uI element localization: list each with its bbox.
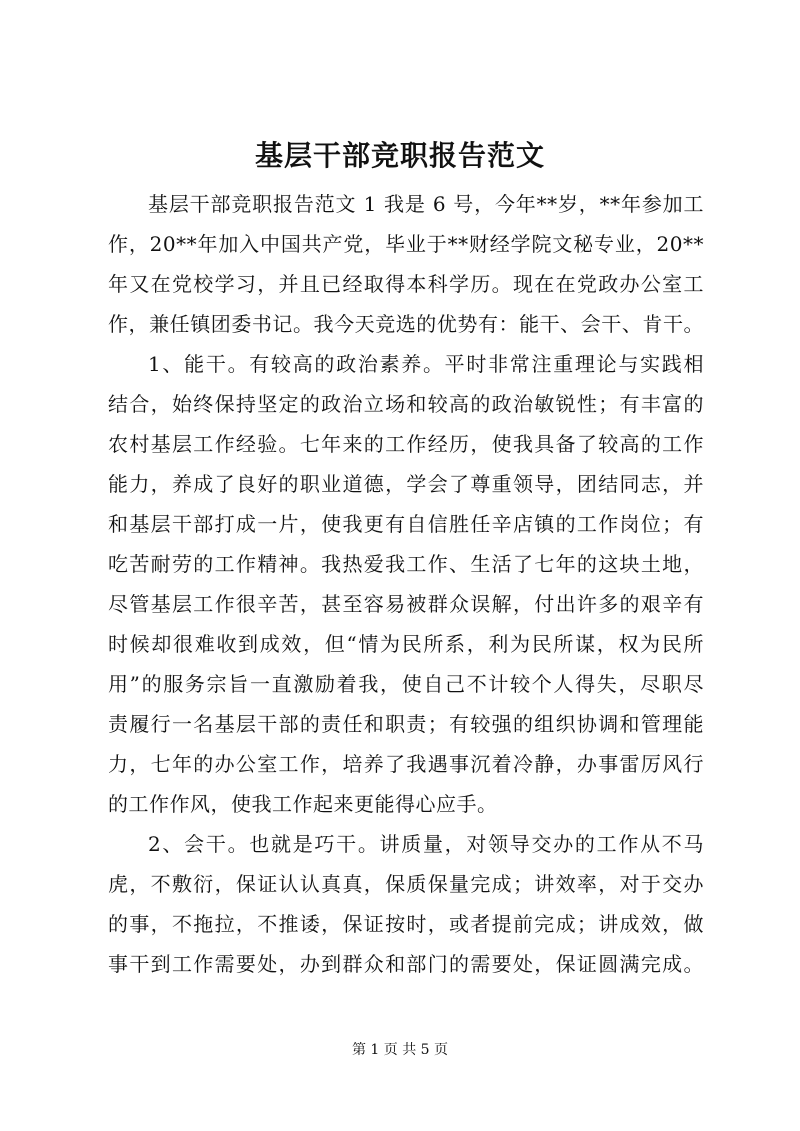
page-footer: 第 1 页 共 5 页 xyxy=(351,1042,449,1058)
paragraph-1-line-3: 年又在党校学习，并且已经取得本科学历。现在在党政办公室工 xyxy=(108,272,704,296)
paragraph-1-line-1: 基层干部竞职报告范文 1 我是 6 号，今年**岁，**年参加工 xyxy=(148,192,704,216)
paragraph-3-line-4: 事干到工作需要处，办到群众和部门的需要处，保证圆满完成。 xyxy=(108,952,704,976)
paragraph-1-line-2: 作，20**年加入中国共产党，毕业于**财经学院文秘专业，20** xyxy=(108,232,704,256)
paragraph-3-line-1: 2、会干。也就是巧干。讲质量，对领导交办的工作从不马 xyxy=(148,832,704,856)
paragraph-3-line-2: 虎，不敷衍，保证认认真真，保质保量完成；讲效率，对于交办 xyxy=(108,872,704,896)
paragraph-2-line-11: 力，七年的办公室工作，培养了我遇事沉着冷静，办事雷厉风行 xyxy=(108,752,704,776)
paragraph-3-line-3: 的事，不拖拉，不推诿，保证按时，或者提前完成；讲成效，做 xyxy=(108,912,704,936)
paragraph-2-line-4: 能力，养成了良好的职业道德，学会了尊重领导，团结同志，并 xyxy=(108,472,704,496)
paragraph-2-line-8: 时候却很难收到成效，但“情为民所系，利为民所谋，权为民所 xyxy=(108,632,704,656)
paragraph-2-line-12: 的工作作风，使我工作起来更能得心应手。 xyxy=(108,792,498,816)
paragraph-2-line-6: 吃苦耐劳的工作精神。我热爱我工作、生活了七年的这块土地， xyxy=(108,552,704,576)
paragraph-2-line-9: 用”的服务宗旨一直激励着我，使自己不计较个人得失，尽职尽 xyxy=(108,672,704,696)
paragraph-2-line-7: 尽管基层工作很辛苦，甚至容易被群众误解，付出许多的艰辛有 xyxy=(108,592,704,616)
paragraph-2-line-2: 结合，始终保持坚定的政治立场和较高的政治敏锐性；有丰富的 xyxy=(108,392,704,416)
paragraph-2-line-5: 和基层干部打成一片，使我更有自信胜任辛店镇的工作岗位；有 xyxy=(108,512,704,536)
paragraph-2-line-1: 1、能干。有较高的政治素养。平时非常注重理论与实践相 xyxy=(148,352,704,376)
paragraph-2-line-3: 农村基层工作经验。七年来的工作经历，使我具备了较高的工作 xyxy=(108,432,704,456)
paragraph-1-line-4: 作，兼任镇团委书记。我今天竞选的优势有：能干、会干、肯干。 xyxy=(108,312,704,336)
document-title: 基层干部竞职报告范文 xyxy=(254,139,545,172)
paragraph-2-line-10: 责履行一名基层干部的责任和职责；有较强的组织协调和管理能 xyxy=(108,712,704,736)
